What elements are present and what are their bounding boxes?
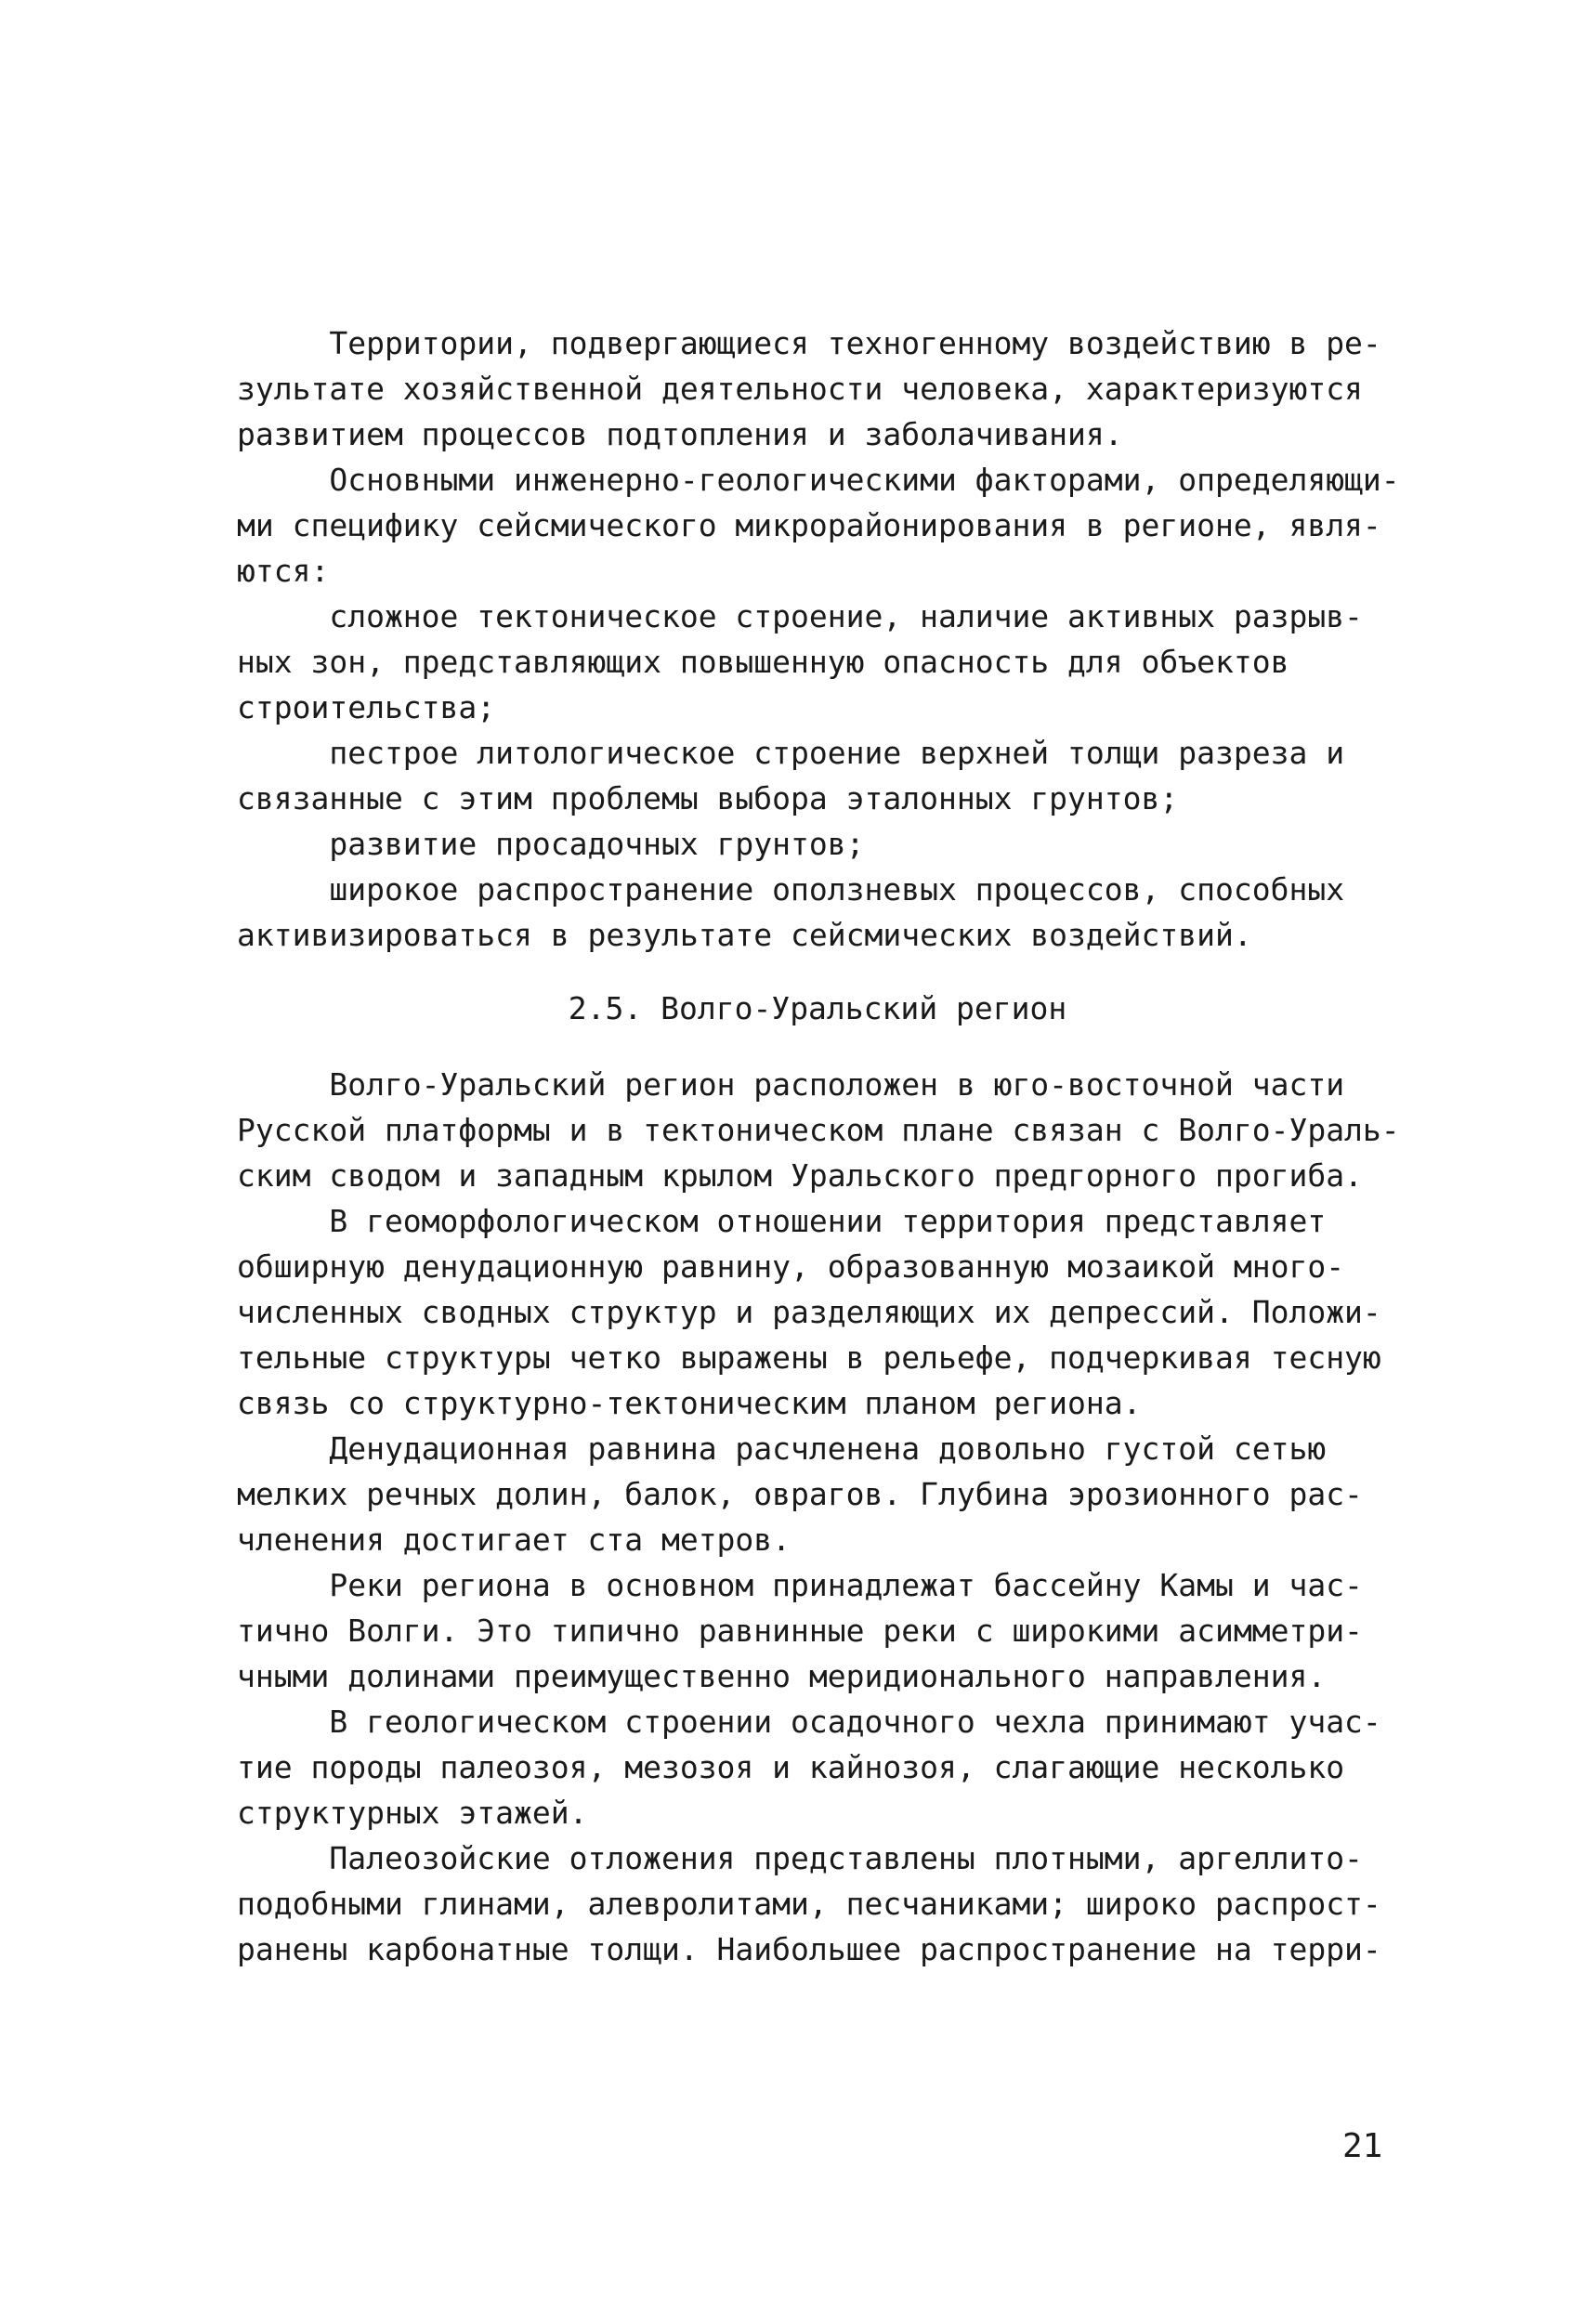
text-line: чными долинами преимущественно меридионального направления. xyxy=(237,1658,1327,1694)
text-line: подобными глинами, алевролитами, песчаниками; широко распрост- xyxy=(237,1886,1381,1922)
text-line: активизироваться в результате сейсмических воздействий. xyxy=(237,917,1252,953)
text-line: Русской платформы и в тектоническом плане связан с Волго-Ураль- xyxy=(237,1112,1400,1148)
text-line: тие породы палеозоя, мезозоя и кайнозоя, слагающие несколько xyxy=(237,1749,1345,1785)
body-text xyxy=(237,320,1398,1972)
paragraph-denudation xyxy=(237,1426,1398,1562)
paragraph-lithology xyxy=(237,730,1398,821)
text-line: В геоморфологическом отношении территория представляет xyxy=(237,1203,1327,1239)
text-line: ются: xyxy=(237,553,330,589)
page-number: 21 xyxy=(1342,2127,1383,2165)
text-line: зультате хозяйственной деятельности человека, характеризуются xyxy=(237,371,1363,407)
text-line: ранены карбонатные толщи. Наибольшее распространение на терри- xyxy=(237,1931,1381,1967)
paragraph-tectonic xyxy=(237,594,1398,730)
paragraph-territories xyxy=(237,320,1398,457)
text-line: Денудационная равнина расчленена довольно густой сетью xyxy=(237,1430,1327,1467)
text-line: ных зон, представляющих повышенную опасность для объектов xyxy=(237,644,1289,680)
text-line: обширную денудационную равнину, образованную мозаикой много- xyxy=(237,1248,1345,1285)
paragraph-geology xyxy=(237,1699,1398,1835)
text-line: строительства; xyxy=(237,689,496,725)
text-line: Основными инженерно-геологическими факторами, определяющи- xyxy=(237,462,1400,498)
text-line: Волго-Уральский регион расположен в юго-восточной части xyxy=(237,1066,1345,1103)
text-line: Реки региона в основном принадлежат бассейну Камы и час- xyxy=(237,1567,1363,1603)
text-line: тично Волги. Это типично равнинные реки с широкими асимметри- xyxy=(237,1613,1363,1649)
text-line: развитие просадочных грунтов; xyxy=(237,826,865,862)
text-line: численных сводных структур и разделяющих их депрессий. Положи- xyxy=(237,1294,1381,1330)
text-line: ским сводом и западным крылом Уральского предгорного прогиба. xyxy=(237,1157,1363,1194)
text-line: ми специфику сейсмического микрорайонирования в регионе, явля- xyxy=(237,507,1381,543)
paragraph-paleozoic xyxy=(237,1835,1398,1972)
text-line: связь со структурно-тектоническим планом региона. xyxy=(237,1385,1142,1421)
text-line: членения достигает ста метров. xyxy=(237,1522,791,1558)
text-line: пестрое литологическое строение верхней толщи разреза и xyxy=(237,735,1345,771)
text-line: мелких речных долин, балок, оврагов. Глубина эрозионного рас- xyxy=(237,1476,1363,1512)
text-line: развитием процессов подтопления и заболачивания. xyxy=(237,416,1123,452)
text-line: сложное тектоническое строение, наличие активных разрыв- xyxy=(237,598,1363,634)
paragraph-geomorphology xyxy=(237,1198,1398,1426)
paragraph-factors xyxy=(237,457,1398,594)
text-line: связанные с этим проблемы выбора эталонных грунтов; xyxy=(237,780,1179,816)
paragraph-subsidence xyxy=(237,821,1398,867)
text-line: широкое распространение оползневых процессов, способных xyxy=(237,871,1345,908)
section-heading: 2.5. Волго-Уральский регион xyxy=(568,990,1067,1026)
text-line: В геологическом строении осадочного чехла принимают учас- xyxy=(237,1704,1381,1740)
paragraph-location xyxy=(237,1062,1398,1198)
paragraph-rivers xyxy=(237,1562,1398,1699)
text-line: Территории, подвергающиеся техногенному воздействию в ре- xyxy=(237,325,1381,361)
text-line: структурных этажей. xyxy=(237,1795,588,1831)
text-line: тельные структуры четко выражены в рельефе, подчеркивая тесную xyxy=(237,1339,1381,1376)
paragraph-landslides xyxy=(237,867,1398,958)
text-line: Палеозойские отложения представлены плотными, аргеллито- xyxy=(237,1840,1363,1876)
